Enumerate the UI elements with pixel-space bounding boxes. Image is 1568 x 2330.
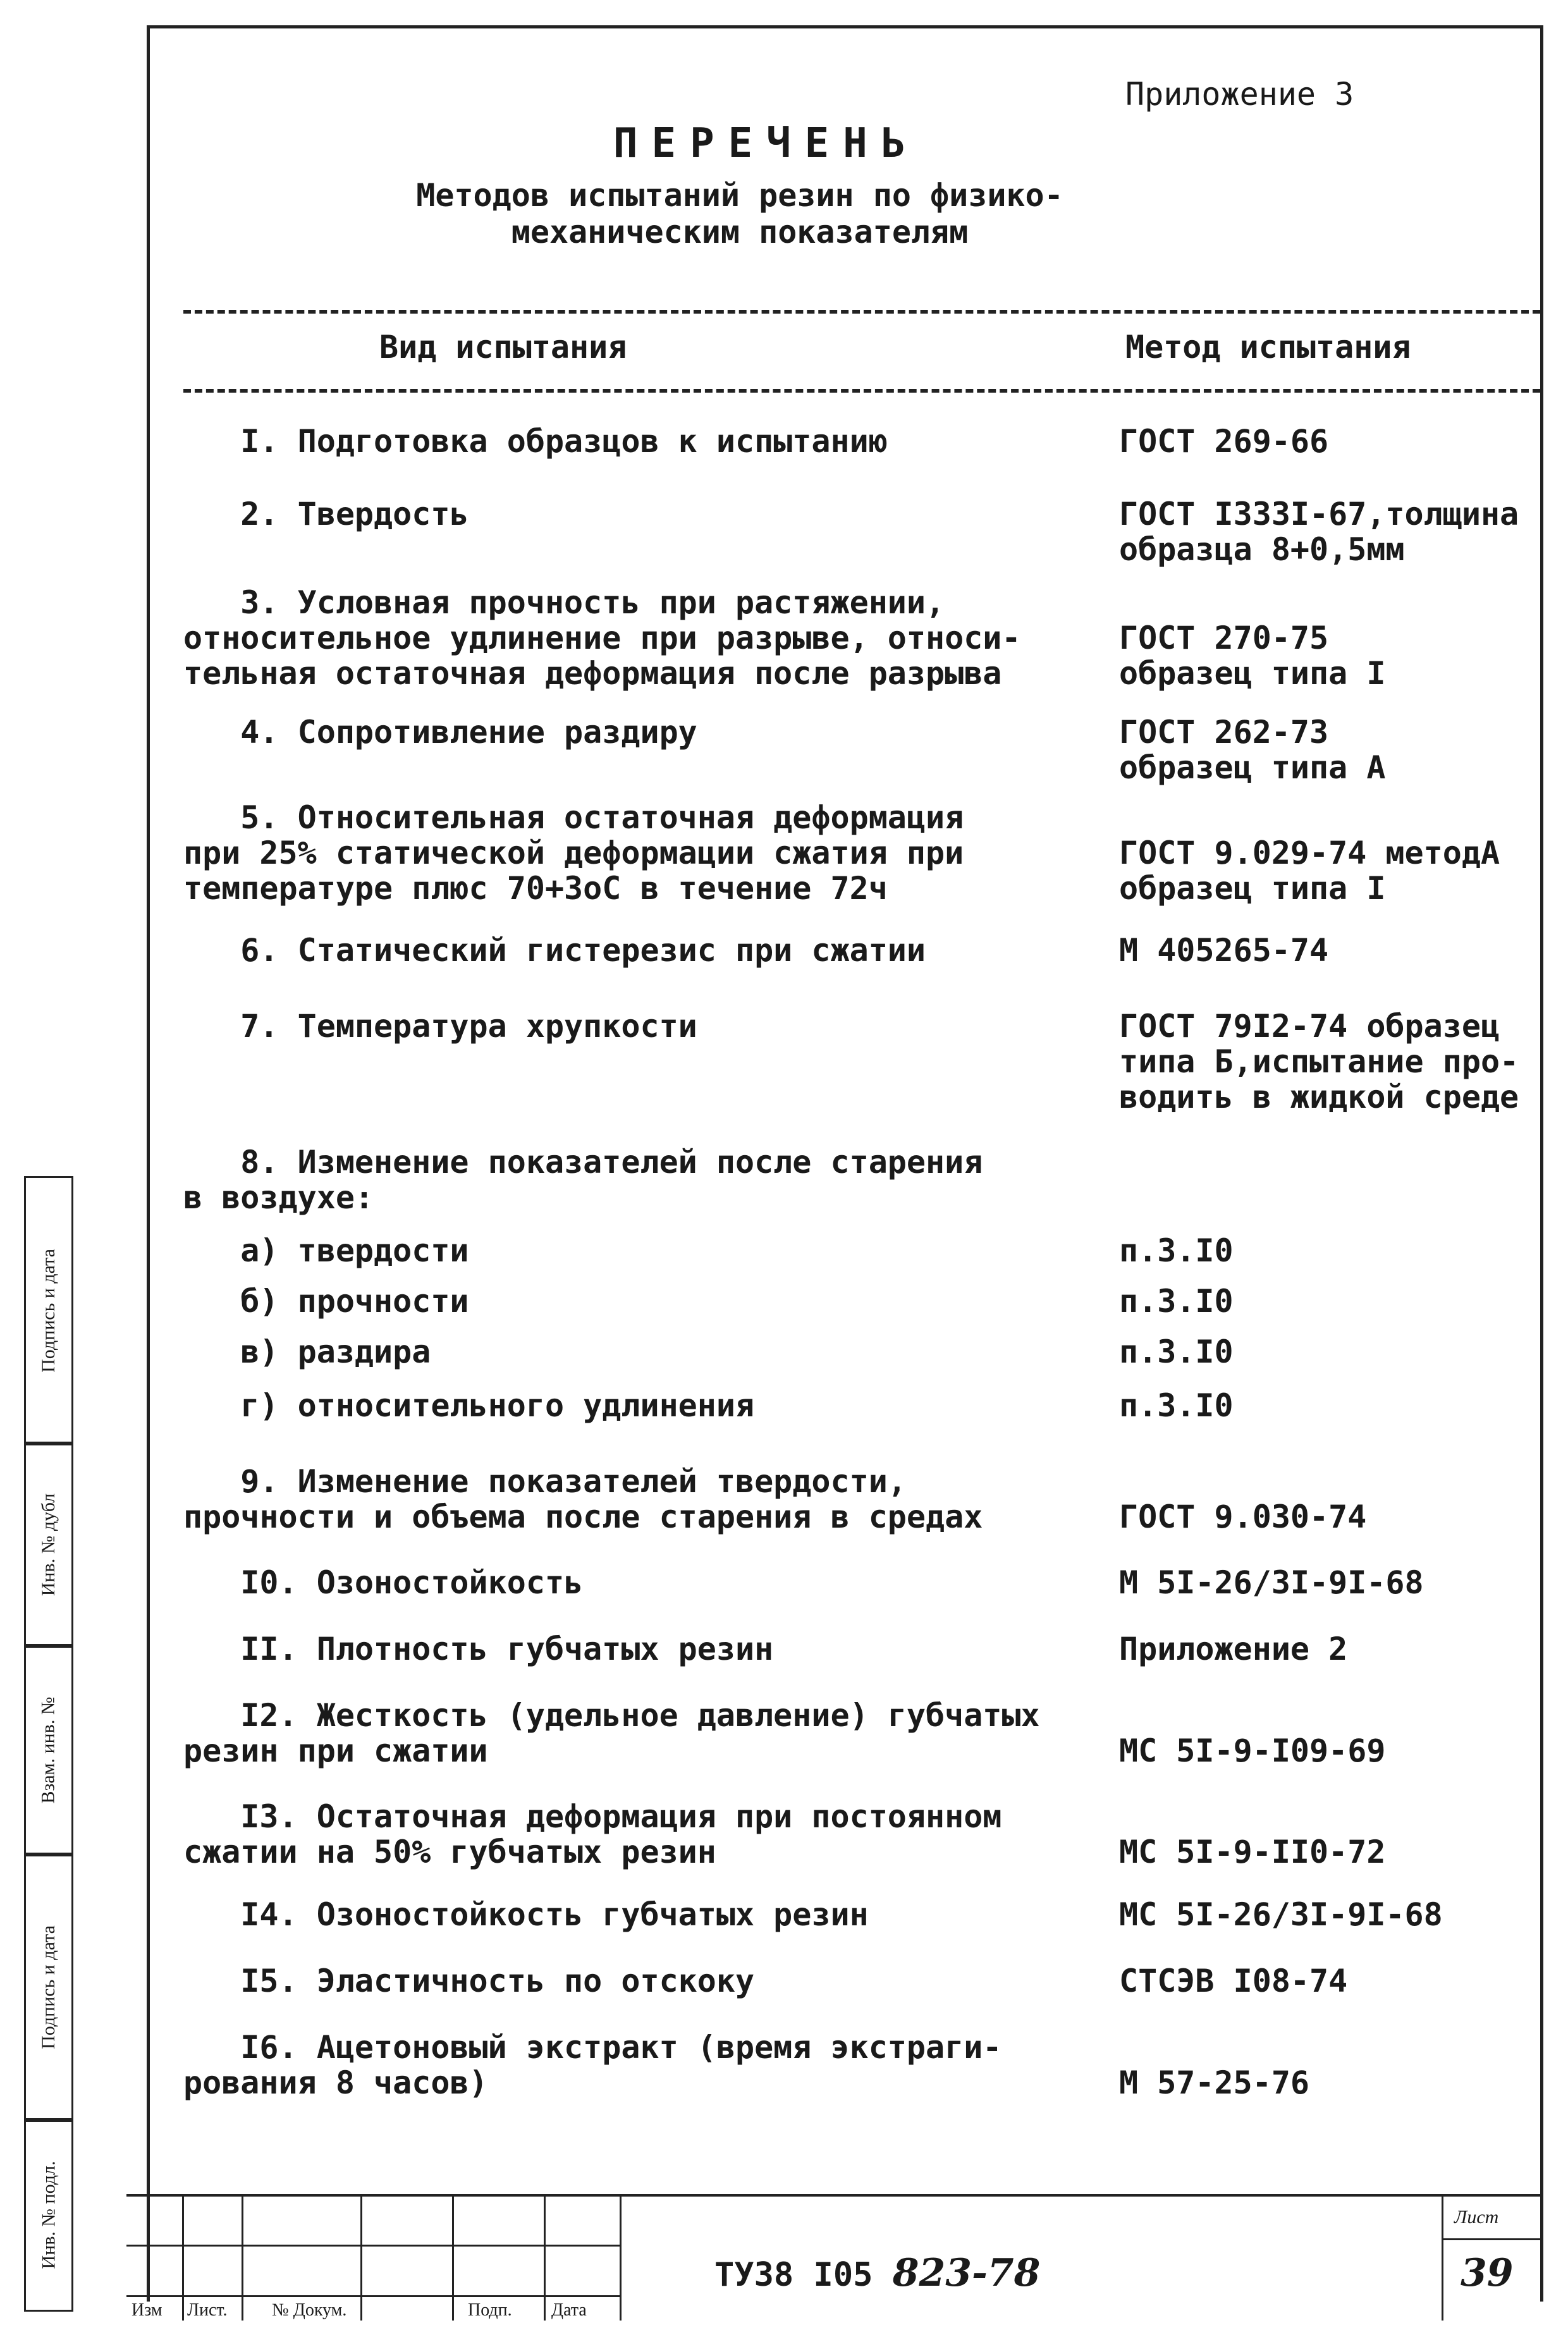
test-type-cell: 9. Изменение показателей твердости, прочности и объема после старения в средах: [183, 1463, 983, 1535]
test-method-cell: п.3.I0: [1119, 1334, 1234, 1370]
test-type-cell: I5. Эластичность по отскоку: [183, 1963, 755, 1999]
side-stamp-label: Инв. № дубл: [38, 1493, 59, 1597]
test-type-cell: I3. Остаточная деформация при постоянном сжатии на 50% губчатых резин: [183, 1798, 1002, 1870]
title-block-row-line: [126, 2245, 620, 2247]
title-block-date-label: Дата: [551, 2300, 587, 2320]
frame-top-border: [147, 25, 1543, 28]
sheet-number: 39: [1461, 2251, 1514, 2295]
frame-left-border: [147, 25, 150, 2302]
test-method-cell: МС 5I-9-I09-69: [1119, 1732, 1386, 1769]
title-block-col-line: [620, 2194, 622, 2321]
side-stamp-original-inv: [24, 2118, 73, 2312]
side-stamp-label: Подпись и дата: [38, 1249, 59, 1373]
test-type-cell: 7. Температура хрупкости: [183, 1008, 697, 1045]
side-stamp-signature-date-2: [24, 1853, 73, 2122]
table-header-rule: [183, 389, 1540, 393]
test-method-cell: п.3.I0: [1119, 1232, 1234, 1269]
test-method-cell: ГОСТ 79I2-74 образец типа Б,испытание про- водить в жидкой среде: [1119, 1008, 1519, 1115]
frame-right-border: [1540, 25, 1543, 2302]
document-code-printed: ТУ38 I05: [714, 2256, 873, 2294]
title-block-sheet-line: [1442, 2238, 1543, 2240]
title-block-col-line: [544, 2194, 546, 2321]
test-type-cell: а) твердости: [183, 1232, 469, 1269]
test-method-cell: ГОСТ I333I-67,толщина образца 8+0,5мм: [1119, 496, 1519, 568]
title-block: [126, 2194, 1543, 2321]
test-type-cell: 4. Сопротивление раздиру: [183, 714, 697, 751]
table-top-rule: [183, 310, 1540, 314]
test-method-cell: ГОСТ 262-73 образец типа А: [1119, 714, 1386, 786]
column-header-method: Метод испытания: [1125, 329, 1411, 365]
title-block-sign-label: Подп.: [468, 2300, 512, 2320]
column-header-type: Вид испытания: [379, 329, 627, 365]
appendix-label: Приложение 3: [1125, 76, 1354, 113]
test-method-cell: Приложение 2: [1119, 1631, 1348, 1667]
test-method-cell: СТСЭВ I08-74: [1119, 1963, 1348, 1999]
test-type-cell: 3. Условная прочность при растяжении, относительное удлинение при разрыве, относи- тельная остаточная деформация после разрыва: [183, 584, 1021, 692]
test-type-cell: 2. Твердость: [183, 496, 469, 532]
test-type-cell: I2. Жесткость (удельное давление) губчатых резин при сжатии: [183, 1697, 1040, 1769]
title-block-doc-label: № Докум.: [272, 2300, 347, 2320]
test-type-cell: 6. Статический гистерезис при сжатии: [183, 932, 926, 969]
sheet-label: Лист: [1454, 2207, 1499, 2228]
document-code-handwritten: 823-78: [892, 2251, 1041, 2295]
title-block-col-line: [1442, 2194, 1443, 2321]
side-stamp-label: Взам. инв. №: [38, 1696, 59, 1804]
document-code: [714, 2251, 1040, 2295]
document-subtitle: Методов испытаний резин по физико-механическим показателям: [416, 177, 1063, 250]
test-type-cell: II. Плотность губчатых резин: [183, 1631, 774, 1667]
title-block-col-line: [360, 2194, 362, 2321]
title-block-sheet-col-label: Лист.: [187, 2300, 228, 2320]
test-method-cell: п.3.I0: [1119, 1283, 1234, 1320]
test-method-cell: п.3.I0: [1119, 1387, 1234, 1424]
side-stamp-label: Инв. № подл.: [38, 2161, 59, 2269]
test-method-cell: М 57-25-76: [1119, 2064, 1310, 2101]
test-type-cell: 5. Относительная остаточная деформация при 25% статической деформации сжатия при температуре плюс 70+3оС в течение 72ч: [183, 799, 964, 907]
test-type-cell: 8. Изменение показателей после старения в воздухе:: [183, 1144, 983, 1216]
test-type-cell: г) относительного удлинения: [183, 1387, 755, 1424]
test-method-cell: М 5I-26/3I-9I-68: [1119, 1564, 1424, 1601]
test-type-cell: б) прочности: [183, 1283, 469, 1320]
title-block-col-line: [182, 2194, 184, 2321]
side-stamp-duplicate-inv: [24, 1442, 73, 1648]
test-method-cell: ГОСТ 9.030-74: [1119, 1499, 1367, 1535]
test-method-cell: МС 5I-9-II0-72: [1119, 1834, 1386, 1870]
test-type-cell: I. Подготовка образцов к испытанию: [183, 423, 888, 460]
side-stamp-replaced-inv: [24, 1644, 73, 1856]
side-stamp-label: Подпись и дата: [38, 1925, 59, 2049]
test-type-cell: I4. Озоностойкость губчатых резин: [183, 1896, 869, 1933]
title-block-row-line: [126, 2295, 620, 2297]
document-title: ПЕРЕЧЕНЬ: [613, 120, 920, 167]
test-type-cell: I0. Озоностойкость: [183, 1564, 584, 1601]
test-method-cell: ГОСТ 9.029-74 методА образец типа I: [1119, 835, 1500, 907]
title-block-change-label: Изм: [132, 2300, 162, 2320]
test-method-cell: ГОСТ 270-75 образец типа I: [1119, 620, 1386, 692]
test-method-cell: М 405265-74: [1119, 932, 1329, 969]
test-method-cell: ГОСТ 269-66: [1119, 423, 1329, 460]
title-block-top-line: [126, 2194, 1543, 2197]
test-type-cell: в) раздира: [183, 1334, 431, 1370]
side-stamp-signature-date: [24, 1176, 73, 1445]
title-block-col-line: [242, 2194, 243, 2321]
title-block-col-line: [452, 2194, 454, 2321]
test-method-cell: МС 5I-26/3I-9I-68: [1119, 1896, 1443, 1933]
test-type-cell: I6. Ацетоновый экстракт (время экстраги- рования 8 часов): [183, 2029, 1002, 2101]
